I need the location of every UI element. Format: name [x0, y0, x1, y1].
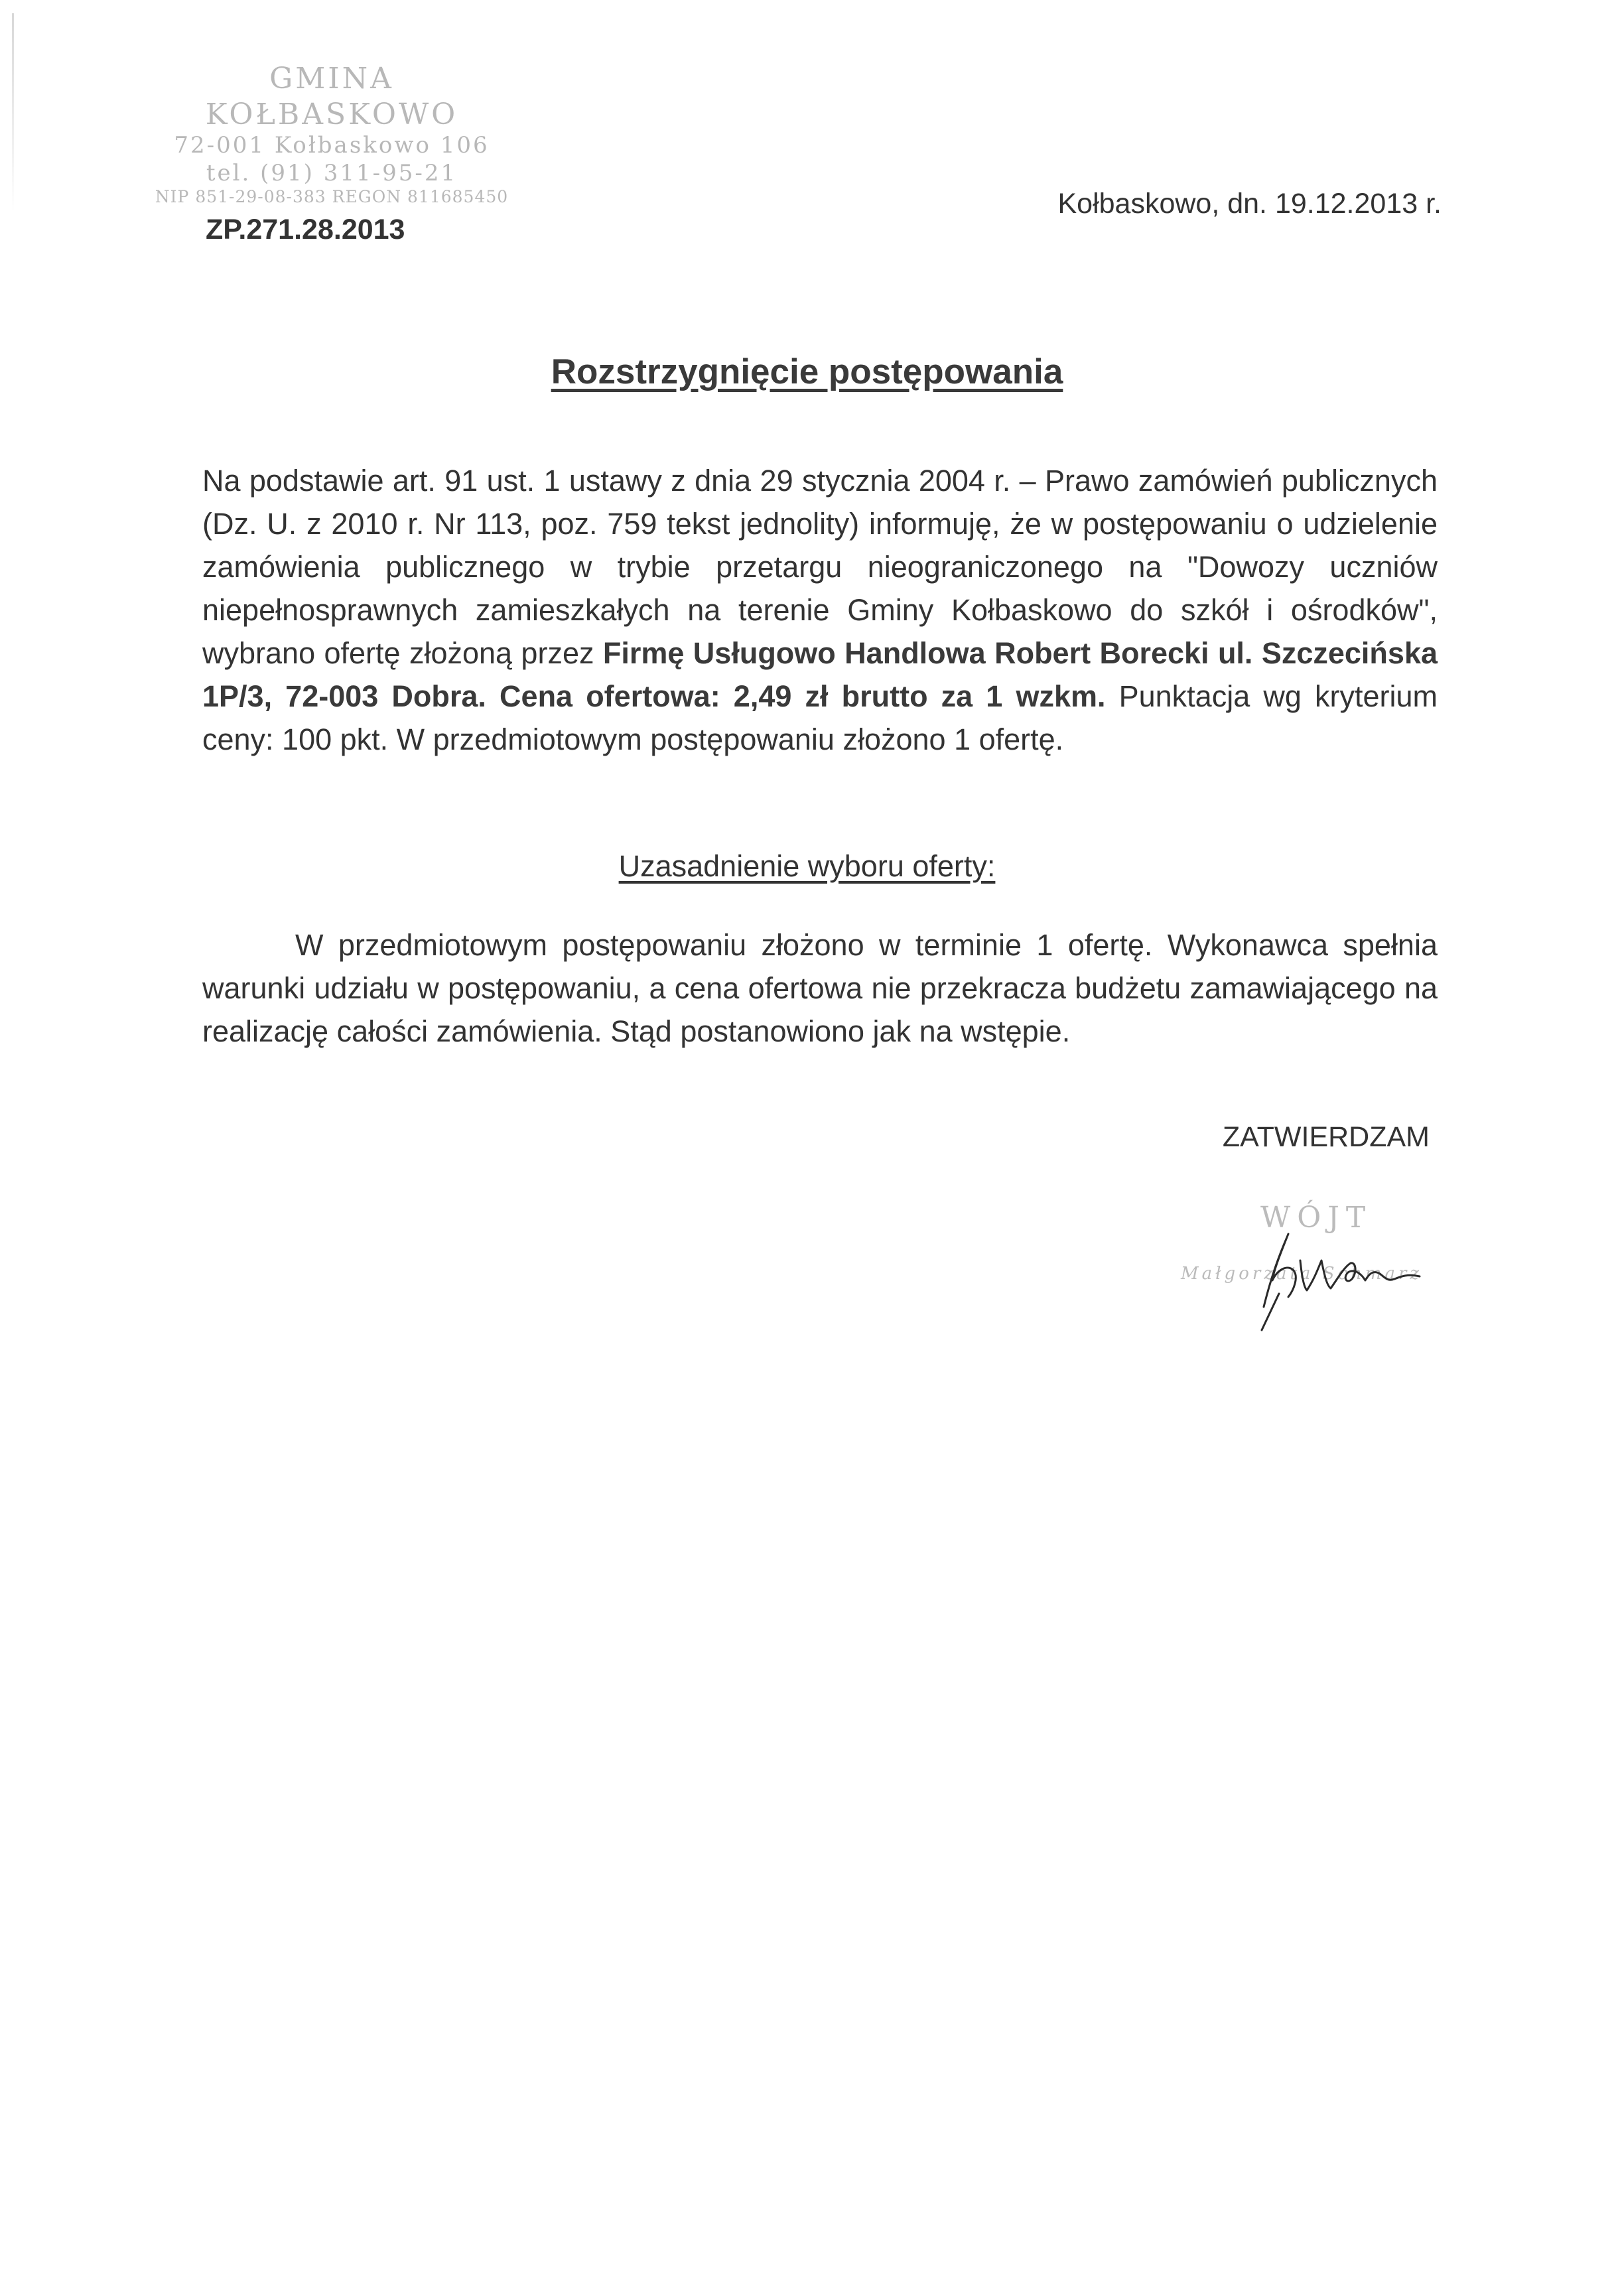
stamp-line-tax-ids: NIP 851-29-08-383 REGON 811685450	[155, 187, 509, 207]
mayor-stamp-title: WÓJT	[1260, 1201, 1373, 1235]
justification-heading: Uzasadnienie wyboru oferty:	[618, 849, 996, 883]
document-title: Rozstrzygnięcie postępowania	[551, 352, 1063, 391]
scan-edge-artifact	[12, 13, 14, 212]
municipality-stamp	[153, 61, 511, 208]
justification-paragraph: W przedmiotowym postępowaniu złożono w terminie 1 ofertę. Wykonawca spełnia warunki udziału w postępowaniu, a cena ofertowa nie przekracza budżetu zamawiającego na realizację całości zamówienia. Stąd postanowiono jak na wstępie.	[202, 928, 1438, 1048]
stamp-line-name: GMINA KOŁBASKOWO	[205, 62, 458, 131]
reference-number: ZP.271.28.2013	[206, 214, 405, 245]
approval-label: ZATWIERDZAM	[1222, 1121, 1430, 1153]
place-and-date: Kołbaskowo, dn. 19.12.2013 r.	[1057, 188, 1442, 220]
stamp-line-phone: tel. (91) 311-95-21	[206, 159, 458, 186]
winning-bid-details: Firmę Usługowo Handlowa Robert Borecki ul. Szczecińska 1P/3, 72-003 Dobra. Cena ofertowa: 2,49 zł brutto za 1 wzkm.	[202, 636, 1438, 713]
handwritten-signature	[1214, 1207, 1433, 1333]
signature-block	[1181, 1201, 1459, 1333]
stamp-line-address: 72-001 Kołbaskowo 106	[174, 132, 490, 159]
mayor-stamp-name: Małgorzata Schmarz	[1181, 1264, 1423, 1284]
decision-paragraph	[202, 459, 1438, 761]
decision-text-start: Na podstawie art. 91 ust. 1 ustawy z dnia 29 stycznia 2004 r. – Prawo zamówień publicznych (Dz. U. z 2010 r. Nr 113, poz. 759 tekst jednolity) informuję, że w postępowaniu o udzielenie zamówienia publicznego w trybie przetargu nieograniczonego na "Dowozy uczniów niepełnosprawnych zamieszkałych na terenie Gminy Kołbaskowo do szkół i ośrodków", wybrano ofertę złożoną przez	[202, 464, 1438, 670]
decision-text-end: Punktacja wg kryterium ceny: 100 pkt. W przedmiotowym postępowaniu złożono 1 ofertę.	[202, 679, 1438, 756]
